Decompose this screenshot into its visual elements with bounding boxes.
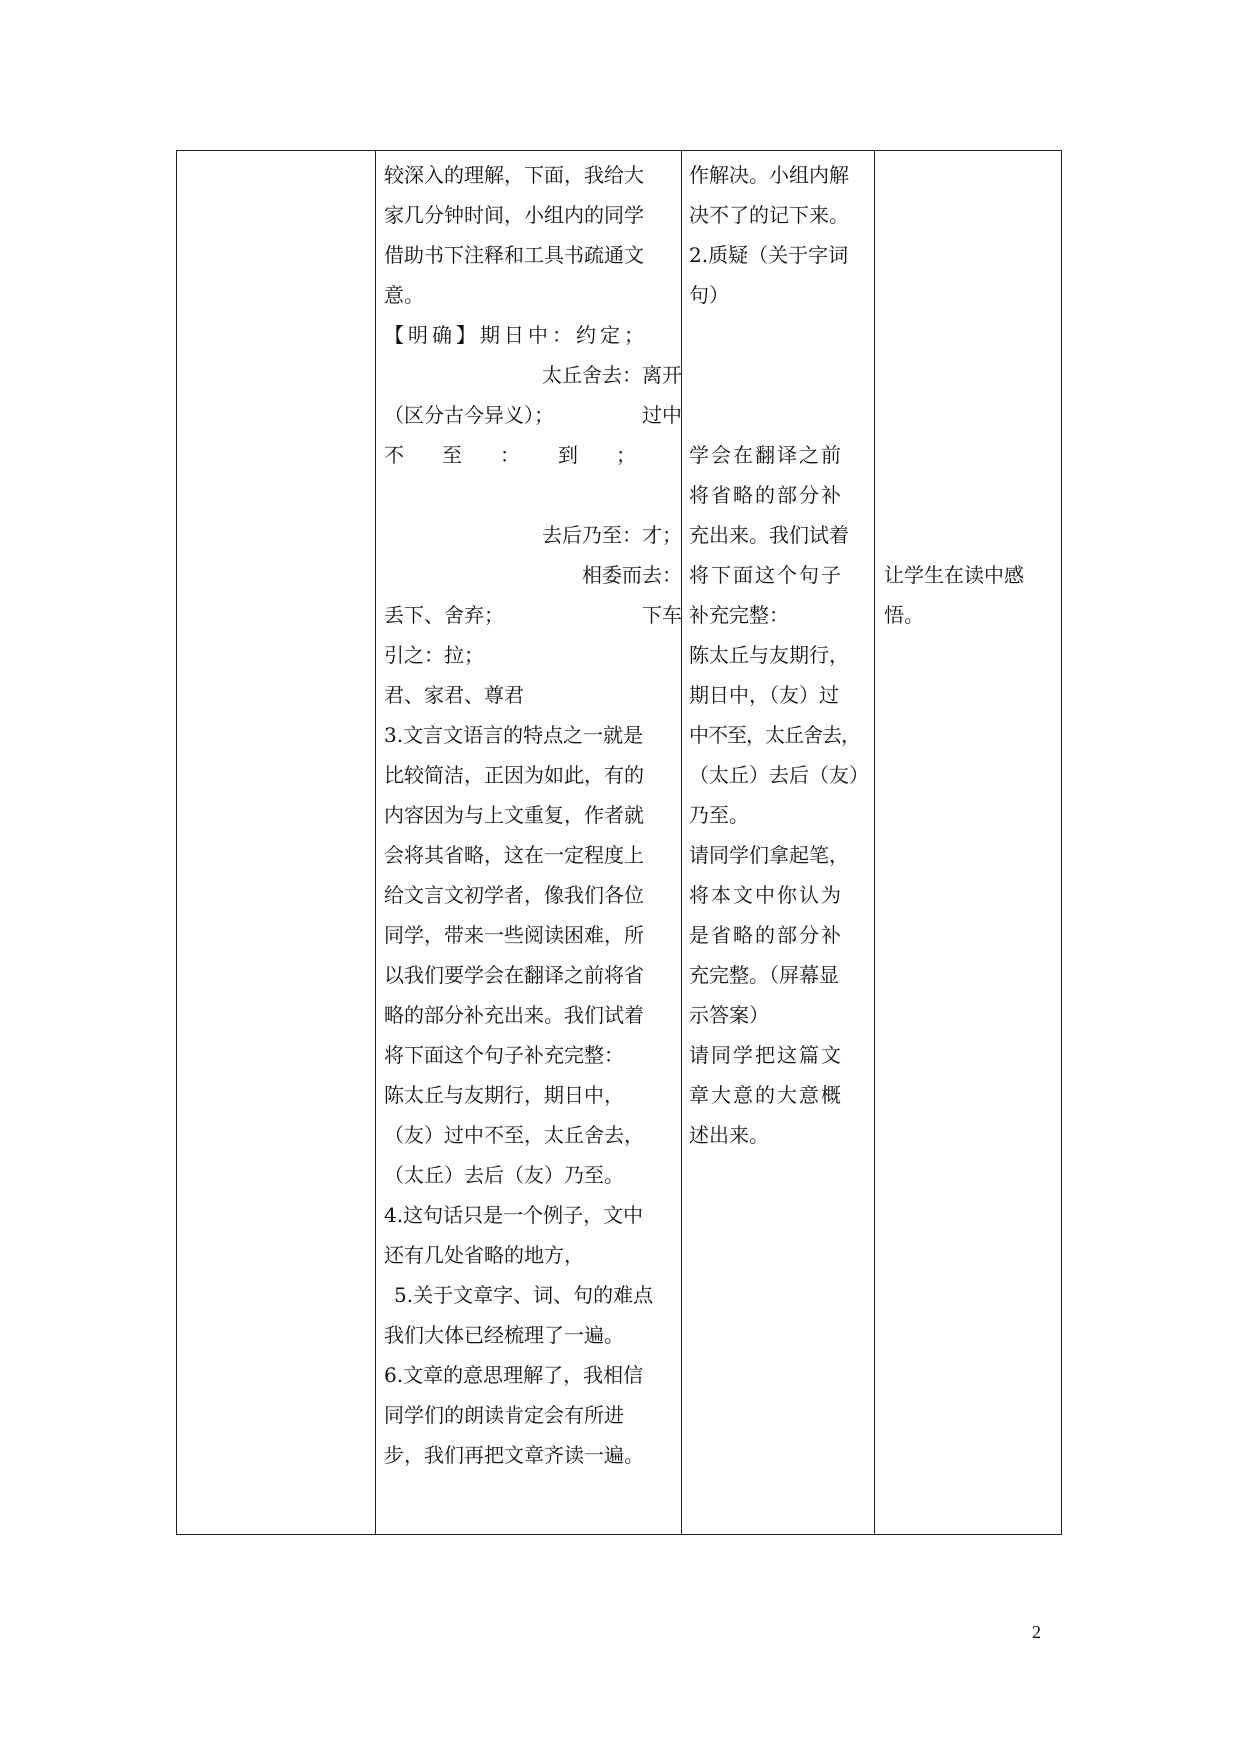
text-line: 陈太丘与友期行，期日中， bbox=[384, 1083, 624, 1107]
text-line: 略的部分补充出来。我们试着 bbox=[384, 1003, 644, 1027]
text-line bbox=[689, 395, 871, 435]
text-line: 还有几处省略的地方， bbox=[384, 1243, 584, 1267]
text-line: 期日中，（友）过 bbox=[689, 683, 839, 707]
text-line: 4.这句话只是一个例子，文中 bbox=[384, 1203, 644, 1227]
text-line: 3.文言文语言的特点之一就是 bbox=[384, 723, 644, 747]
text-line: 让学生在读中感 bbox=[884, 563, 1024, 587]
text-line: 给文言文初学者，像我们各位 bbox=[384, 883, 644, 907]
text-line: 将下面这个句子补充完整： bbox=[384, 1043, 624, 1067]
text-line bbox=[689, 315, 871, 355]
cell-student-activity bbox=[689, 151, 871, 1155]
text-line: 充出来。我们试着 bbox=[689, 523, 849, 547]
text-line: 不至：到； bbox=[384, 443, 674, 467]
text-line: 下车 bbox=[642, 603, 682, 627]
text-line: 同学，带来一些阅读困难，所 bbox=[384, 923, 644, 947]
page-number: 2 bbox=[1032, 1622, 1041, 1642]
text-line: 章大意的大意概 bbox=[689, 1083, 843, 1107]
text-line: 请同学把这篇文 bbox=[689, 1043, 843, 1067]
text-line: （区分古今异义）； bbox=[384, 403, 554, 427]
text-line: 过中 bbox=[642, 403, 682, 427]
text-line: （太丘）去后（友） bbox=[689, 763, 869, 787]
column-divider-3 bbox=[874, 151, 875, 1534]
text-line: 同学们的朗读肯定会有所进 bbox=[384, 1403, 624, 1427]
text-line: 较深入的理解，下面，我给大 bbox=[384, 163, 644, 187]
cell-teacher-activity bbox=[384, 151, 682, 1475]
text-line: 2.质疑（关于字词 bbox=[689, 243, 849, 267]
text-line: 借助书下注释和工具书疏通文 bbox=[384, 243, 644, 267]
text-line: 充完整。（屏幕显 bbox=[689, 963, 839, 987]
text-line: 相委而去： bbox=[582, 563, 682, 587]
text-line: 请同学们拿起笔， bbox=[689, 843, 849, 867]
text-line: 补充完整： bbox=[689, 603, 789, 627]
text-line: 是省略的部分补 bbox=[689, 923, 843, 947]
text-line: 以我们要学会在翻译之前将省 bbox=[384, 963, 644, 987]
text-line: 引之：拉； bbox=[384, 643, 484, 667]
text-line: 述出来。 bbox=[689, 1123, 769, 1147]
text-line: 将本文中你认为 bbox=[689, 883, 843, 907]
text-line: 5.关于文章字、词、句的难点 bbox=[394, 1283, 654, 1307]
text-line: 句） bbox=[689, 283, 729, 307]
text-line: 意。 bbox=[384, 283, 424, 307]
text-line: 中不至，太丘舍去， bbox=[689, 723, 860, 747]
text-line: 丢下、舍弃； bbox=[384, 603, 504, 627]
lesson-plan-table bbox=[176, 150, 1062, 1535]
text-line: 我们大体已经梳理了一遍。 bbox=[384, 1323, 624, 1347]
text-line: 家几分钟时间，小组内的同学 bbox=[384, 203, 644, 227]
text-line: 内容因为与上文重复，作者就 bbox=[384, 803, 644, 827]
text-line bbox=[384, 475, 682, 515]
text-line: 6.文章的意思理解了，我相信 bbox=[384, 1363, 644, 1387]
text-line: 将下面这个句子 bbox=[689, 563, 843, 587]
text-line: 【明确】期日中：约定； bbox=[384, 323, 648, 347]
text-line: 作解决。小组内解 bbox=[689, 163, 849, 187]
text-line bbox=[689, 355, 871, 395]
text-line: 会将其省略，这在一定程度上 bbox=[384, 843, 644, 867]
cell-design-intent bbox=[884, 555, 1056, 635]
text-line: 悟。 bbox=[884, 603, 924, 627]
text-line: 示答案） bbox=[689, 1003, 769, 1027]
text-line: 学会在翻译之前 bbox=[689, 443, 843, 467]
text-line: 决不了的记下来。 bbox=[689, 203, 849, 227]
text-line: 去后乃至：才； bbox=[542, 523, 682, 547]
column-divider-1 bbox=[375, 151, 376, 1534]
text-line: 比较简洁，正因为如此，有的 bbox=[384, 763, 644, 787]
text-line: （友）过中不至，太丘舍去， bbox=[384, 1123, 644, 1147]
text-line: （太丘）去后（友）乃至。 bbox=[384, 1163, 624, 1187]
text-line: 步，我们再把文章齐读一遍。 bbox=[384, 1443, 644, 1467]
text-line: 乃至。 bbox=[689, 803, 749, 827]
text-line: 将省略的部分补 bbox=[689, 483, 843, 507]
text-line: 陈太丘与友期行， bbox=[689, 643, 849, 667]
text-line: 君、家君、尊君 bbox=[384, 683, 524, 707]
text-line: 太丘舍去：离开 bbox=[542, 363, 682, 387]
